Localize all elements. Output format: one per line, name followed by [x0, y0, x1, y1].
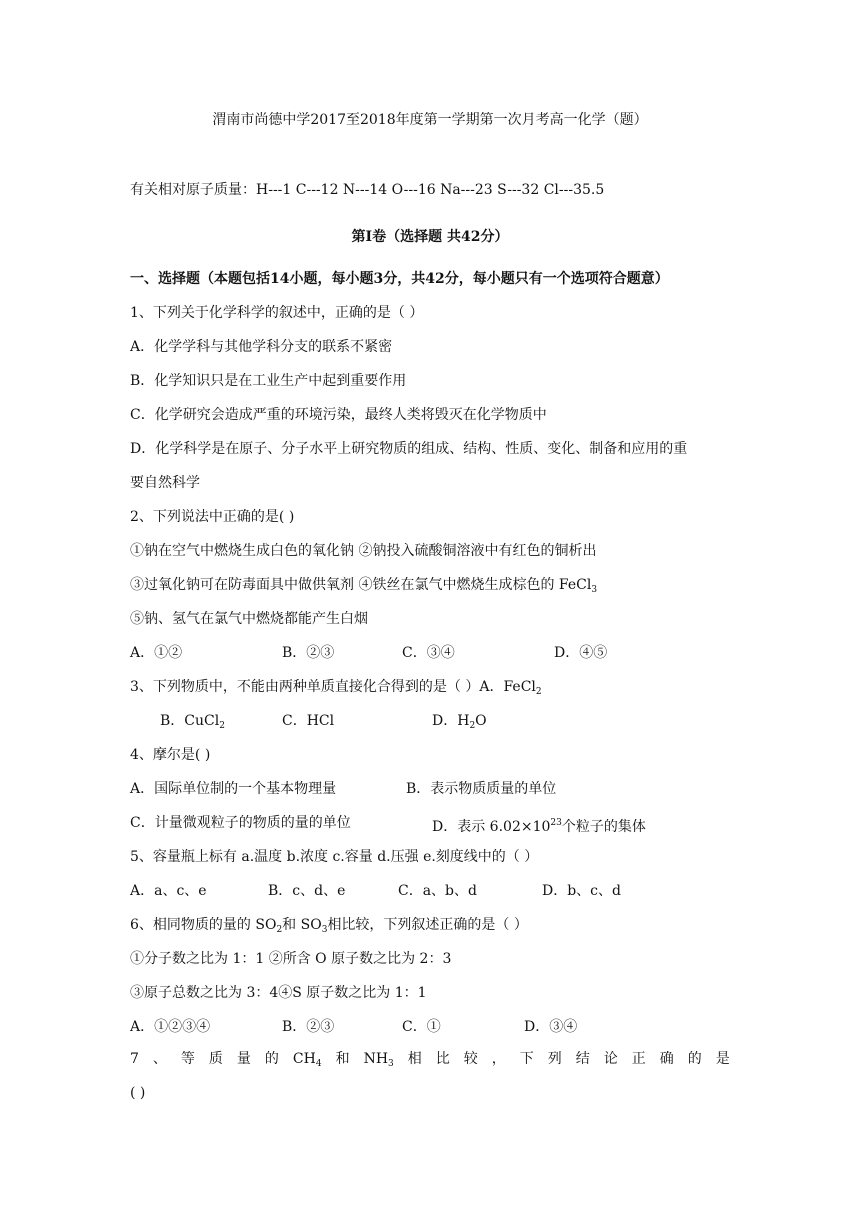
question-2-option-c: C．③④: [402, 645, 455, 661]
question-1-option-a: A．化学学科与其他学科分支的联系不紧密: [130, 339, 393, 355]
question-2-option-d: D．④⑤: [554, 645, 608, 661]
question-3-option-d: D．$H_2O$: [432, 713, 487, 731]
question-5-option-a: A．a、c、e: [130, 883, 207, 899]
atomic-mass-line: 有关相对原子质量：H---1 C---12 N---14 O---16 Na---23 S---32 Cl---35.5: [130, 182, 605, 198]
question-2-statements-3-4: ③过氧化钠可在防毒面具中做供氧剂 ④铁丝在氯气中燃烧生成棕色的 FeCl$_3$: [130, 577, 598, 595]
question-1-option-d: D．化学科学是在原子、分子水平上研究物质的组成、结构、性质、变化、制备和应用的重: [130, 441, 688, 457]
document-title: 渭南市尚德中学2017至2018年度第一学期第一次月考高一化学（题）: [212, 112, 648, 128]
question-1-option-d-continued: 要自然科学: [130, 475, 200, 491]
question-6-stem: 6、相同物质的量的 $SO_2$和 $SO_3$相比较，下列叙述正确的是（ ）: [130, 917, 528, 935]
question-1-stem: 1、下列关于化学科学的叙述中，正确的是（ ）: [130, 305, 424, 321]
question-5-stem: 5、容量瓶上标有 a.温度 b.浓度 c.容量 d.压强 e.刻度线中的（ ）: [130, 849, 539, 865]
question-5-option-b: B．c、d、e: [268, 883, 346, 899]
question-3-option-b: B．CuCl$_2$: [160, 713, 225, 731]
question-6-option-c: C．①: [402, 1019, 441, 1035]
question-4-stem: 4、摩尔是( ): [130, 747, 211, 763]
question-1-option-c: C．化学研究会造成严重的环境污染，最终人类将毁灭在化学物质中: [130, 407, 547, 423]
question-4-option-b: B．表示物质质量的单位: [406, 781, 557, 797]
question-6-statements-3-4: ③原子总数之比为 3：4④S 原子数之比为 1：1: [130, 985, 427, 1001]
question-6-statements-1-2: ①分子数之比为 1：1 ②所含 O 原子数之比为 2：3: [130, 951, 452, 967]
section-title: 第Ⅰ卷（选择题 共42分）: [351, 229, 509, 245]
question-2-option-b: B．②③: [282, 645, 335, 661]
question-7-stem: 7 、 等 质 量 的 $CH_4$ 和 $NH_3$ 相 比 较 ， 下 列 结 论 正 确 的 是: [130, 1051, 730, 1069]
question-5-option-d: D．b、c、d: [542, 883, 621, 899]
question-6-option-b: B．②③: [282, 1019, 335, 1035]
question-1-option-b: B．化学知识只是在工业生产中起到重要作用: [130, 373, 407, 389]
question-2-stem: 2、下列说法中正确的是( ): [130, 509, 295, 525]
question-6-option-d: D．③④: [524, 1019, 578, 1035]
question-6-option-a: A．①②③④: [130, 1019, 211, 1035]
question-5-option-c: C．a、b、d: [398, 883, 477, 899]
question-3-option-c: C．HCl: [282, 713, 335, 729]
question-2-option-a: A．①②: [130, 645, 183, 661]
question-3-stem: 3、下列物质中，不能由两种单质直接化合得到的是（ ）A．FeCl$_2$: [130, 679, 542, 697]
question-7-answer-paren: ( ): [130, 1085, 146, 1101]
question-2-statement-5: ⑤钠、氢气在氯气中燃烧都能产生白烟: [130, 611, 368, 627]
part-heading: 一、选择题（本题包括14小题，每小题3分，共42分，每小题只有一个选项符合题意）: [130, 271, 669, 287]
question-4-option-c: C．计量微观粒子的物质的量的单位: [130, 815, 351, 831]
question-4-option-a: A．国际单位制的一个基本物理量: [130, 781, 337, 797]
question-2-statements-1-2: ①钠在空气中燃烧生成白色的氧化钠 ②钠投入硫酸铜溶液中有红色的铜析出: [130, 543, 597, 559]
question-4-option-d: D．表示 $6.02\times 10^{23}$个粒子的集体: [432, 818, 646, 835]
